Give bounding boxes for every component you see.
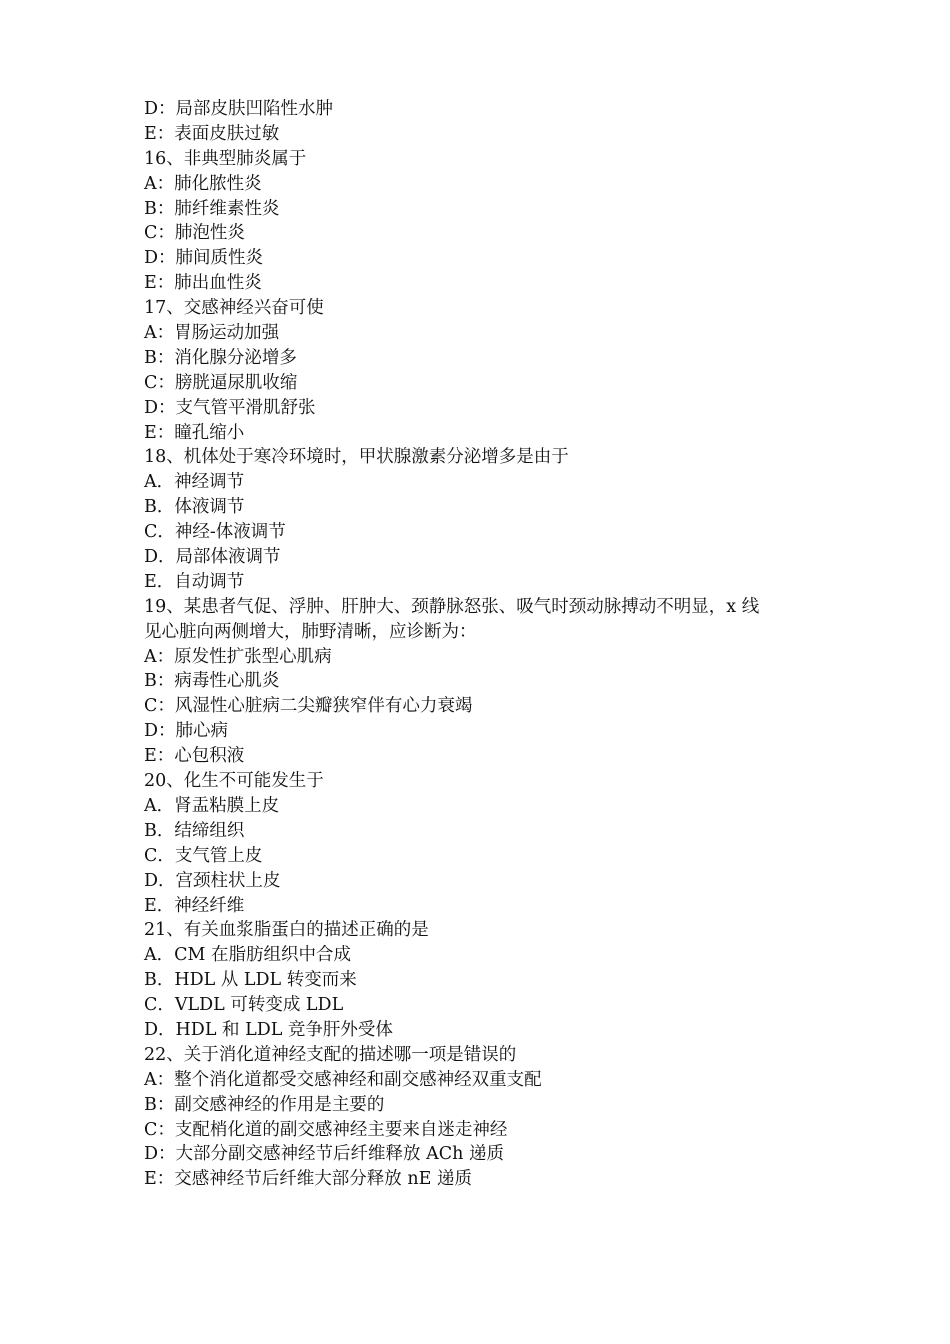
option-line: B．HDL 从 LDL 转变而来 bbox=[144, 970, 357, 991]
question-line-continued: 见心脏向两侧增大，肺野清晰，应诊断为： bbox=[144, 621, 477, 642]
option-line: B：消化腺分泌增多 bbox=[144, 347, 297, 368]
option-line: A．CM 在脂肪组织中合成 bbox=[144, 945, 352, 966]
question-line: 22、关于消化道神经支配的描述哪一项是错误的 bbox=[144, 1044, 517, 1065]
option-line: D：肺间质性炎 bbox=[144, 248, 264, 269]
option-line: B：病毒性心肌炎 bbox=[144, 671, 280, 692]
question-line: 17、交感神经兴奋可使 bbox=[144, 298, 324, 319]
option-line: C：膀胱逼尿肌收缩 bbox=[144, 372, 298, 393]
question-line: 21、有关血浆脂蛋白的描述正确的是 bbox=[144, 920, 429, 941]
option-line: D：局部皮肤凹陷性水肿 bbox=[144, 99, 334, 119]
option-line: D．宫颈柱状上皮 bbox=[144, 870, 281, 891]
question-line: 18、机体处于寒冷环境时，甲状腺激素分泌增多是由于 bbox=[144, 447, 569, 468]
option-line: C．神经-体液调节 bbox=[144, 522, 286, 543]
option-line: A：肺化脓性炎 bbox=[144, 173, 262, 194]
option-line: D．HDL 和 LDL 竞争肝外受体 bbox=[144, 1019, 393, 1040]
option-line: A：胃肠运动加强 bbox=[144, 323, 280, 344]
option-line: B．结缔组织 bbox=[144, 820, 245, 841]
option-line: C．VLDL 可转变成 LDL bbox=[144, 995, 344, 1016]
option-line: D：肺心病 bbox=[144, 721, 229, 742]
question-line: 19、某患者气促、浮肿、肝肿大、颈静脉怒张、吸气时颈动脉搏动不明显，x 线 bbox=[144, 596, 760, 617]
question-line: 20、化生不可能发生于 bbox=[144, 771, 324, 792]
question-line: 16、非典型肺炎属于 bbox=[144, 148, 307, 169]
option-line: C：支配梢化道的副交感神经主要来自迷走神经 bbox=[144, 1119, 508, 1140]
option-line: D．局部体液调节 bbox=[144, 547, 281, 568]
option-line: E：心包积液 bbox=[144, 746, 245, 767]
option-line: C：肺泡性炎 bbox=[144, 223, 245, 244]
option-line: E：瞳孔缩小 bbox=[144, 422, 245, 443]
option-line: E：肺出血性炎 bbox=[144, 273, 262, 294]
option-line: C：风湿性心脏病二尖瓣狭窄伴有心力衰竭 bbox=[144, 696, 473, 717]
option-line: A：原发性扩张型心肌病 bbox=[144, 646, 332, 667]
option-line: E．自动调节 bbox=[144, 571, 245, 592]
option-line: C．支气管上皮 bbox=[144, 845, 263, 866]
option-line: D：支气管平滑肌舒张 bbox=[144, 397, 316, 418]
option-line: B：肺纤维素性炎 bbox=[144, 198, 280, 219]
option-line: E：表面皮肤过敏 bbox=[144, 123, 280, 144]
option-line: B．体液调节 bbox=[144, 497, 245, 518]
option-line: E：交感神经节后纤维大部分释放 nE 递质 bbox=[144, 1169, 472, 1190]
option-line: D：大部分副交感神经节后纤维释放 ACh 递质 bbox=[144, 1144, 504, 1165]
option-line: E．神经纤维 bbox=[144, 895, 245, 916]
option-line: A．神经调节 bbox=[144, 472, 245, 493]
option-line: A．肾盂粘膜上皮 bbox=[144, 795, 280, 816]
option-line: A：整个消化道都受交感神经和副交感神经双重支配 bbox=[144, 1069, 542, 1090]
option-line: B：副交感神经的作用是主要的 bbox=[144, 1094, 385, 1115]
document-body bbox=[144, 97, 824, 1192]
